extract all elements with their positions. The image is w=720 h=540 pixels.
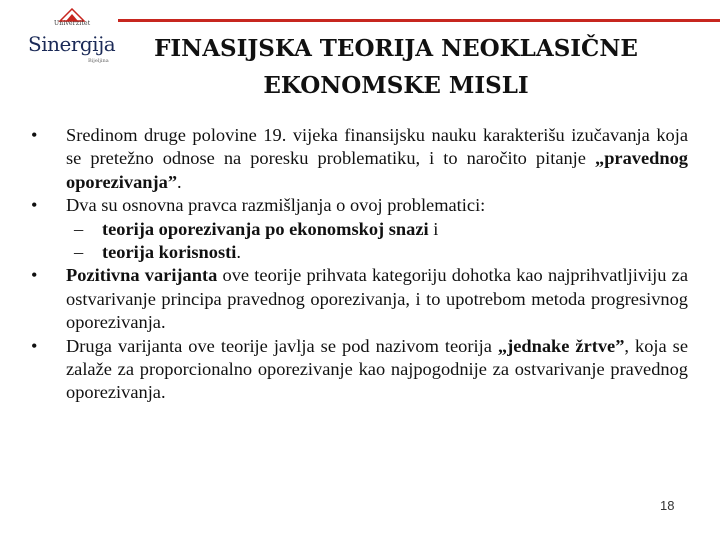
bullet-3-bold: Pozitivna varijanta (66, 265, 218, 286)
bullet-icon: • (31, 125, 38, 145)
bullet-4-text: Druga varijanta ove teorije javlja se pod nazivom teorija (66, 335, 498, 356)
page-number: 18 (660, 498, 675, 513)
sub-1-end: i (428, 218, 439, 239)
sub-item-1 (30, 218, 688, 241)
bullet-1-end: . (177, 171, 182, 192)
bullet-1-bold: „pravednog oporezivanja” (66, 148, 688, 192)
sub-2-end: . (236, 242, 241, 263)
bullet-icon: • (31, 265, 38, 286)
dash-icon: – (74, 242, 84, 263)
bullet-icon: • (31, 195, 38, 216)
bullet-item-2 (30, 194, 688, 217)
bullet-item-3 (30, 264, 688, 334)
header-red-line (118, 19, 720, 22)
bullet-item-1 (30, 124, 688, 194)
bullet-2-text: Dva su osnovna pravca razmišljanja o ovoj problematici: (66, 195, 486, 216)
bullet-icon: • (31, 335, 38, 356)
logo-brand-text: Sinergija (28, 32, 116, 56)
sub-2-bold: teorija korisnosti (102, 242, 237, 263)
logo-top-text: Univerzitet (54, 20, 91, 27)
bullet-3-text: ove teorije prihvata kategoriju dohotka kao najprihvatljiviju za ostvarivanje principa pravednog oporezivanja, i to upotrebom metoda progresivnog oporezivanja. (66, 265, 689, 333)
bullet-4-bold: „jednake žrtve” (497, 335, 625, 356)
sub-item-2 (30, 241, 688, 264)
title-line-1: FINASIJSKA TEORIJA NEOKLASIČNE (154, 35, 638, 62)
sub-1-bold: teorija oporezivanja po ekonomskoj snazi (102, 218, 429, 239)
bullet-item-4 (30, 335, 688, 405)
title-line-2: EKONOMSKE MISLI (263, 72, 529, 99)
dash-icon: – (74, 218, 84, 239)
slide-title (96, 30, 696, 104)
bullet-4-end: , koja se zalaže za proporcionalno oporezivanje kao najpogodnije za ostvarivanje pravednog oporezivanja. (66, 335, 689, 403)
bullet-1-text: Sredinom druge polovine 19. vijeka finansijsku nauku karakterišu izučavanja koja se pretežno odnose na poresku problematiku, i to naročito pitanje (66, 125, 688, 169)
slide-body (30, 124, 688, 405)
logo-sub-text: Bijeljina (88, 58, 109, 64)
